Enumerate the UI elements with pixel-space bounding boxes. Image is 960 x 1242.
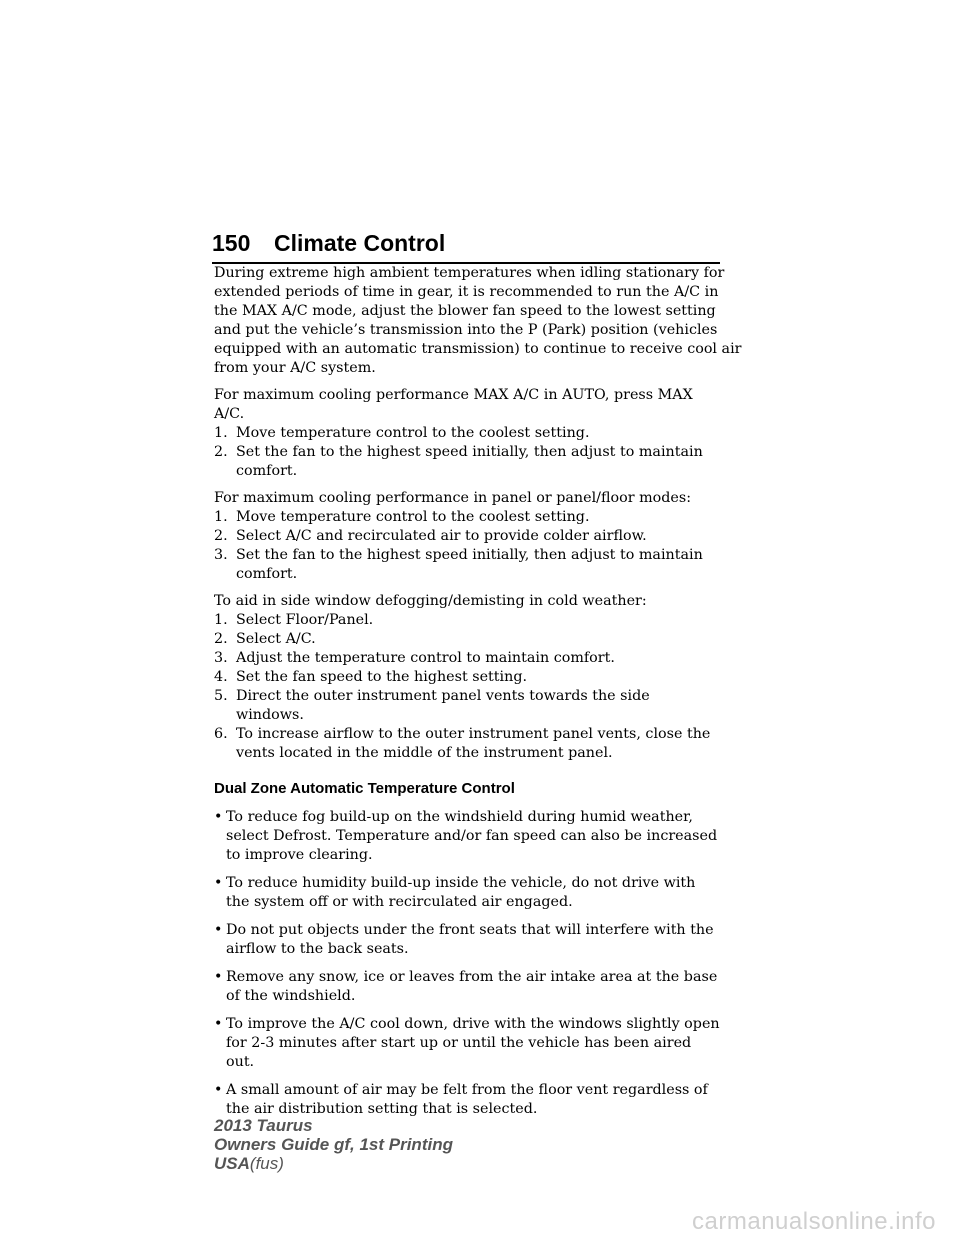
page-content [214,264,742,1128]
list-item [214,649,720,668]
step-number: 2. [214,444,228,460]
footer-region [214,1154,453,1173]
paragraph-line: extended periods of time in gear, it is recommended to run the A/C in [214,284,719,300]
bullet-icon: • [214,969,223,985]
list-item [214,725,720,763]
list-item [214,527,720,546]
dual-zone-bullet-list [214,808,720,1119]
step-number: 1. [214,509,228,525]
bullet-icon: • [214,1082,223,1098]
section-title: Climate Control [274,230,446,256]
step-text: To increase airflow to the outer instrument panel vents, close the vents located in the middle of the instrument panel. [236,726,711,761]
step-number: 1. [214,425,228,441]
watermark: carmanualsonline.info [692,1208,936,1235]
list-item [214,808,720,865]
panel-modes-section [214,489,720,584]
step-text: Direct the outer instrument panel vents towards the side windows. [236,688,650,723]
bullet-text: A small amount of air may be felt from the floor vent regardless of the air distribution setting that is selected. [226,1082,708,1117]
bullet-text: To reduce fog build-up on the windshield during humid weather, select Defrost. Temperature and/or fan speed can also be increased to improve clearing. [226,809,718,863]
list-item [214,443,720,481]
list-item [214,611,720,630]
bullet-icon: • [214,1016,223,1032]
bullet-icon: • [214,809,223,825]
list-item [214,968,720,1006]
list-item [214,1015,720,1072]
step-number: 2. [214,528,228,544]
step-number: 3. [214,650,228,666]
step-number: 1. [214,612,228,628]
step-text: Move temperature control to the coolest setting. [236,425,590,441]
footer-region-code: USA [214,1154,250,1173]
list-item [214,874,720,912]
paragraph-line: the MAX A/C mode, adjust the blower fan speed to the lowest setting [214,303,716,319]
step-text: Set the fan speed to the highest setting. [236,669,528,685]
paragraph-line: from your A/C system. [214,360,376,376]
max-ac-auto-intro: For maximum cooling performance MAX A/C in AUTO, press MAX A/C. [214,387,693,422]
list-item [214,630,720,649]
paragraph-line: and put the vehicle’s transmission into the P (Park) position (vehicles [214,322,718,338]
max-ac-auto-section [214,386,720,481]
list-item [214,1081,720,1119]
bullet-text: Do not put objects under the front seats that will interfere with the airflow to the back seats. [226,922,714,957]
step-text: Move temperature control to the coolest setting. [236,509,590,525]
page-header [212,228,720,264]
step-number: 6. [214,726,228,742]
list-item [214,508,720,527]
list-item [214,687,720,725]
dual-zone-heading: Dual Zone Automatic Temperature Control [214,780,515,797]
paragraph-line: During extreme high ambient temperatures when idling stationary for [214,265,725,281]
bullet-icon: • [214,875,223,891]
panel-modes-intro: For maximum cooling performance in panel or panel/floor modes: [214,490,692,506]
list-item [214,668,720,687]
step-text: Set the fan to the highest speed initially, then adjust to maintain comfort. [236,444,703,479]
list-item [214,424,720,443]
step-text: Select Floor/Panel. [236,612,374,628]
footer-edition: Owners Guide gf, 1st Printing [214,1135,453,1154]
bullet-text: To reduce humidity build-up inside the vehicle, do not drive with the system off or with recirculated air engaged. [226,875,696,910]
step-number: 3. [214,547,228,563]
step-number: 4. [214,669,228,685]
intro-paragraph [214,264,742,378]
page-number: 150 [212,230,251,256]
paragraph-line: equipped with an automatic transmission) to continue to receive cool air [214,341,742,357]
defogging-section [214,592,720,763]
step-number: 5. [214,688,228,704]
bullet-text: Remove any snow, ice or leaves from the air intake area at the base of the windshield. [226,969,718,1004]
bullet-icon: • [214,922,223,938]
defogging-intro: To aid in side window defogging/demisting in cold weather: [214,593,647,609]
footer-region-suffix: (fus) [249,1154,284,1173]
list-item [214,921,720,959]
step-text: Adjust the temperature control to maintain comfort. [236,650,615,666]
step-text: Select A/C and recirculated air to provide colder airflow. [236,528,647,544]
footer-model: 2013 Taurus [214,1116,313,1135]
step-number: 2. [214,631,228,647]
list-item [214,546,720,584]
page-footer [214,1116,453,1173]
step-text: Set the fan to the highest speed initially, then adjust to maintain comfort. [236,547,703,582]
bullet-text: To improve the A/C cool down, drive with the windows slightly open for 2-3 minutes after start up or until the vehicle has been aired out. [226,1016,720,1070]
step-text: Select A/C. [236,631,316,647]
